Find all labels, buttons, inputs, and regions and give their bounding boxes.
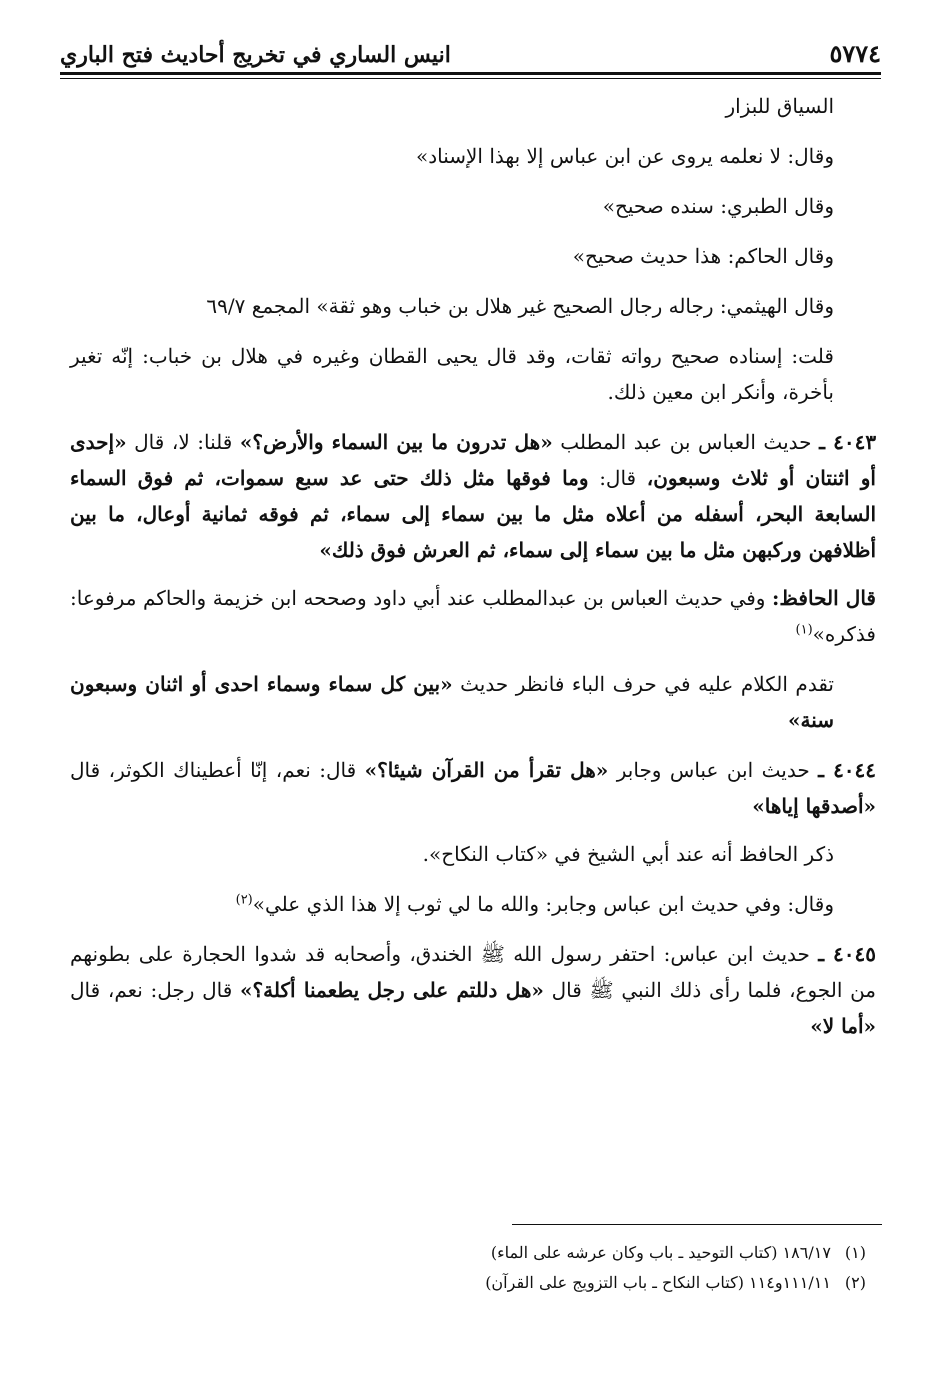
cross-reference — [70, 666, 876, 738]
entry-text: قال رجل: نعم، قال — [70, 978, 233, 1002]
text-line: وقال: لا نعلمه يروى عن ابن عباس إلا بهذا الإسناد» — [415, 144, 834, 168]
hadith-quote: وما فوقها مثل ذلك حتى عد سبع سموات، ثم فوق السماء السابعة البحر، أسفله من أعلاه مثل ما بين سماء إلى سماء، ثم فوقه ثمانية أوعال، ما بين أظلافهن وركبهن مثل ما بين سماء إلى سماء، ثم العرش فوق ذلك» — [70, 466, 876, 562]
entry-text: قلنا: لا، قال — [134, 430, 233, 454]
entry-number: ٤٠٤٣ ـ — [819, 430, 877, 454]
hafiz-text: وفي حديث العباس بن عبدالمطلب عند أبي داود وصححه ابن خزيمة والحاكم مرفوعا: فذكره» — [70, 586, 876, 646]
hadith-quote: «هل دللتم على رجل يطعمنا أكلة؟» — [240, 978, 544, 1002]
hadith-quote: «هل تقرأ من القرآن شيئا؟» — [364, 758, 609, 782]
hadith-entry-4043 — [70, 424, 876, 568]
text-line: وقال الحاكم: هذا حديث صحيح» — [572, 244, 834, 268]
page-number: ٥٧٧٤ — [829, 39, 881, 68]
entry-number: ٤٠٤٥ ـ — [818, 942, 876, 966]
footnote — [70, 1238, 876, 1268]
text-span: وقال: وفي حديث ابن عباس وجابر: والله ما لي ثوب إلا هذا الذي علي» — [252, 892, 834, 916]
hadith-quote: «أصدقها إياها» — [752, 794, 876, 818]
footnote — [70, 1268, 876, 1298]
footnote-ref: (١) — [795, 622, 813, 638]
footnote-rule — [512, 1224, 882, 1225]
hadith-quote: «أما لا» — [810, 1014, 876, 1038]
running-title: انيس الساري في تخريج أحاديث فتح الباري — [60, 42, 451, 68]
text-line: وقال الطبري: سنده صحيح» — [602, 194, 834, 218]
entry-text: حديث ابن عباس: احتفر رسول الله ﷺ الخندق، وأصحابه قد شدوا الحجارة على بطونهم من الجوع، فلما رأى ذلك النبي ﷺ قال — [70, 942, 877, 1002]
footnote-ref: (٢) — [235, 892, 253, 908]
entry-intro: حديث ابن عباس وجابر — [616, 758, 810, 782]
footnote-text: ١٨٦/١٧ (كتاب التوحيد ـ باب وكان عرشه على الماء) — [490, 1243, 831, 1262]
page-body — [70, 88, 876, 1056]
text-line: وقال الهيثمي: رجاله رجال الصحيح غير هلال بن خباب وهو ثقة» المجمع ٦٩/٧ — [206, 294, 834, 318]
header-rule-thick — [60, 72, 881, 75]
entry-text: قال: نعم، إنّا أعطيناك الكوثر، قال — [70, 758, 357, 782]
hadith-quote: «إحدى أو اثنتان أو ثلاث وسبعون، — [70, 430, 876, 490]
footnotes — [70, 1238, 876, 1298]
hafiz-label: قال الحافظ: — [772, 586, 876, 610]
hafiz-comment — [70, 580, 876, 652]
note-text: تقدم الكلام عليه في حرف الباء فانظر حديث — [460, 672, 834, 696]
entry-intro: حديث العباس بن عبد المطلب — [560, 430, 812, 454]
footnote-text: ١١١/١١و١١٤ (كتاب النكاح ـ باب التزويج على القرآن) — [485, 1273, 831, 1292]
entry-text: قال: — [599, 466, 637, 490]
entry-number: ٤٠٤٤ ـ — [818, 758, 877, 782]
header-rule-thin — [60, 78, 881, 79]
footnote-number: (١) — [844, 1243, 866, 1262]
text-line — [70, 886, 876, 922]
hadith-quote: «بين كل سماء وسماء احدى أو اثنان وسبعون سنة» — [70, 672, 834, 732]
text-paragraph: قلت: إسناده صحيح رواته ثقات، وقد قال يحيى القطان وغيره في هلال بن خباب: إنّه تغير بأخرة، وأنكر ابن معين ذلك. — [70, 344, 834, 404]
hadith-entry-4044 — [70, 752, 876, 824]
footnote-number: (٢) — [844, 1273, 866, 1292]
page-header — [60, 30, 881, 68]
text-line: السياق للبزار — [725, 94, 834, 118]
hadith-quote: «هل تدرون ما بين السماء والأرض؟» — [239, 430, 553, 454]
text-line: ذكر الحافظ أنه عند أبي الشيخ في «كتاب النكاح». — [422, 842, 834, 866]
hadith-entry-4045 — [70, 936, 876, 1044]
